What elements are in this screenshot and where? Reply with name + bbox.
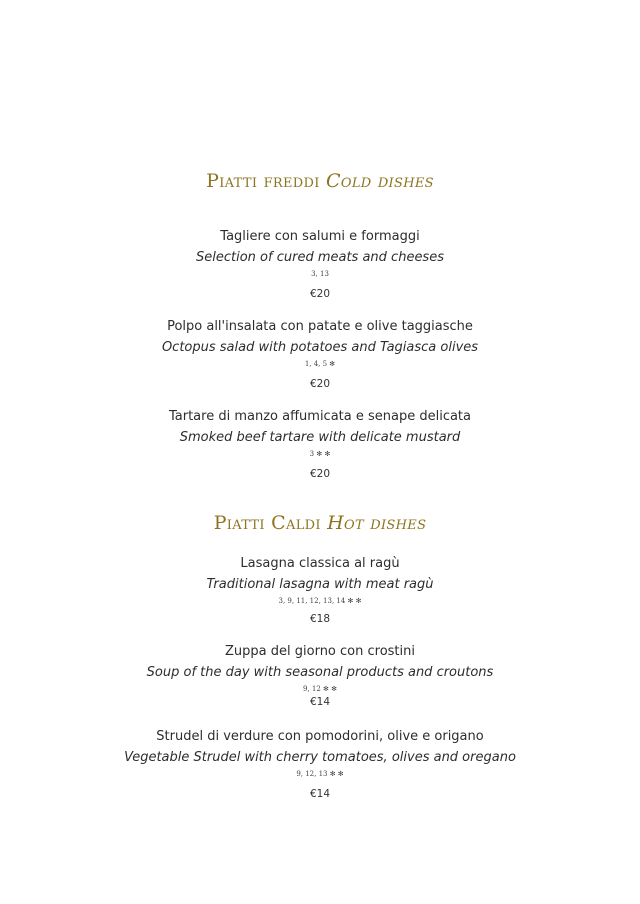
item-allergens: 3, 13 [311, 270, 329, 278]
item-allergens: 3, 9, 11, 12, 13, 14 ✻ ✻ [278, 597, 362, 605]
item-price: €14 [309, 696, 331, 708]
section-title-italian: Piatti Caldi [213, 512, 321, 534]
menu-item [0, 556, 640, 625]
item-price: €20 [309, 378, 331, 390]
item-allergens: 3 ✻ ✻ [309, 450, 331, 458]
item-price: €20 [309, 468, 331, 480]
section-heading-hot-dishes [0, 512, 640, 534]
item-name: Strudel di verdure con pomodorini, olive e origano [156, 729, 484, 744]
item-description: Octopus salad with potatoes and Tagiasca olives [161, 340, 479, 355]
section-title-english: Hot dishes [327, 512, 427, 534]
item-price: €14 [309, 788, 331, 800]
item-name: Lasagna classica al ragù [240, 556, 400, 571]
menu-item [0, 729, 640, 800]
item-name: Zuppa del giorno con crostini [225, 644, 415, 659]
menu-item [0, 409, 640, 480]
item-price: €20 [309, 288, 331, 300]
section-title-english: Cold dishes [326, 170, 434, 192]
item-allergens: 1, 4, 5 ✻ [304, 360, 336, 368]
menu-item [0, 229, 640, 300]
item-allergens: 9, 12, 13 ✻ ✻ [296, 770, 344, 778]
item-price: €18 [309, 613, 331, 625]
item-name: Tagliere con salumi e formaggi [220, 229, 420, 244]
item-description: Soup of the day with seasonal products and croutons [146, 665, 494, 680]
item-description: Selection of cured meats and cheeses [196, 250, 444, 265]
section-heading-cold-dishes [0, 170, 640, 192]
item-description: Vegetable Strudel with cherry tomatoes, olives and oregano [124, 750, 516, 765]
menu-item [0, 644, 640, 708]
section-title-italian: Piatti freddi [206, 170, 320, 192]
item-allergens: 9, 12 ✻ ✻ [303, 685, 337, 693]
item-name: Polpo all'insalata con patate e olive taggiasche [167, 319, 473, 334]
item-name: Tartare di manzo affumicata e senape delicata [168, 409, 471, 424]
item-description: Smoked beef tartare with delicate mustard [179, 430, 461, 445]
item-description: Traditional lasagna with meat ragù [206, 577, 434, 592]
menu-item [0, 319, 640, 390]
